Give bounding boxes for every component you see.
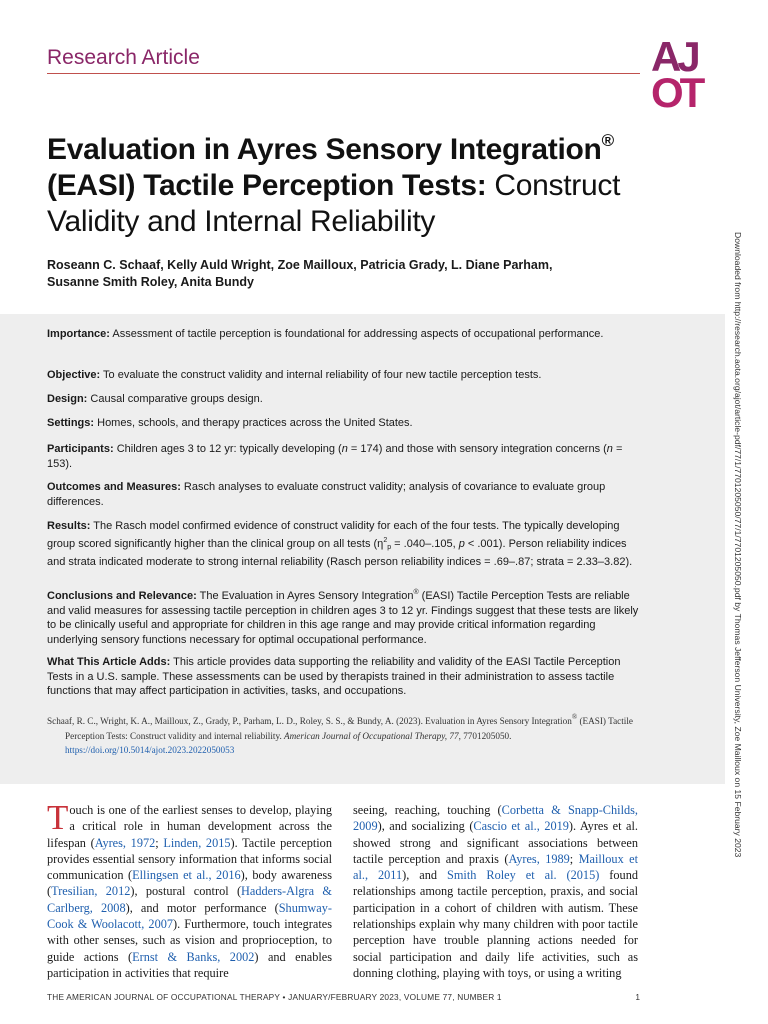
reference-link[interactable]: Ayres, 1972: [94, 835, 156, 850]
reference-link[interactable]: Hadders-Algra & Carlberg, 2008: [47, 884, 332, 915]
page-number: 1: [635, 992, 640, 1002]
reference-link[interactable]: Ellingsen et al., 2016: [132, 868, 241, 883]
abstract-importance: Importance: Assessment of tactile perception is foundational for addressing aspects of occupational performance.: [47, 328, 604, 340]
citation: Schaaf, R. C., Wright, K. A., Mailloux, Z., Grady, P., Parham, L. D., Roley, S. S., & Bundy, A. (2023). Evaluation in Ayres Sensory Integration® (EASI) Tactile Perception Tests: Construct validity and internal reliability. American Journal of Occupational Therapy, 77, 7701205050. https://doi.org/10.5014/ajot.2023.2022050053: [47, 713, 633, 755]
body-column-right: seeing, reaching, touching (Corbetta & Snapp-Childs, 2009), and socializing (Cascio et al., 2019). Ayres et al. showed strong and significant associations between tactile perception and praxis (Ayres, 1989; Mailloux et al., 2011), and Smith Roley et al. (2015) found relationships among tactile perception, praxis, and social participation in a cohort of children with autism. These relationships explain why many children with poor tactile perception have trouble planning actions needed for social participation and daily life activities, such as donning clothing, playing with toys, or using a writing: [353, 803, 639, 980]
abstract-design: Design: Causal comparative groups design.: [47, 393, 263, 405]
author-list: Roseann C. Schaaf, Kelly Auld Wright, Zoe Mailloux, Patricia Grady, L. Diane Parham, Susanne Smith Roley, Anita Bundy: [47, 258, 553, 289]
abstract-objective: Objective: To evaluate the construct validity and internal reliability of four new tactile perception tests.: [47, 369, 542, 381]
abstract-conclusions: Conclusions and Relevance: The Evaluation in Ayres Sensory Integration® (EASI) Tactile Perception Tests are reliable and valid measures for assessing tactile perception in children ages 3 to 12 yr. Findings suggest that these tests are likely to be clinically useful and appropriate for children in this age range and may provide critical information regarding underlying sensory functions necessary for optimal occupational performance.: [47, 589, 639, 646]
doi-link[interactable]: https://doi.org/10.5014/ajot.2023.2022050053: [65, 745, 235, 755]
abstract-participants: Participants: Children ages 3 to 12 yr: typically developing (n = 174) and those with sensory integration concerns (n = 153).: [47, 443, 623, 470]
download-note: Downloaded from http://research.aota.org/ajot/article-pdf/77/1/7701205050/77/1/7701205050.pdf by Thomas Jefferson University, Zoe Mailloux on 15 February 2023: [733, 232, 743, 858]
section-label: Research Article: [47, 46, 200, 69]
running-footer: THE AMERICAN JOURNAL OF OCCUPATIONAL THERAPY • JANUARY/FEBRUARY 2023, VOLUME 77, NUMBER 1: [47, 992, 502, 1002]
body-column-left: Touch is one of the earliest senses to develop, playing a critical role in human development across the lifespan (Ayres, 1972; Linden, 2015). Tactile perception provides essential sensory information that informs social communication (Ellingsen et al., 2016), body awareness (Tresilian, 2012), postural control (Hadders-Algra & Carlberg, 2008), and motor performance (Shumway-Cook & Woolacott, 2007). Furthermore, touch integrates with other senses, such as vision and proprioception, to guide actions (Ernst & Banks, 2002) and enables participation in activities that require: [47, 798, 333, 980]
reference-link[interactable]: Ernst & Banks, 2002: [132, 949, 255, 964]
abstract-what-this-adds: What This Article Adds: This article provides data supporting the reliability and validity of the EASI Tactile Perception Tests in a U.S. sample. These assessments can be used by therapists trained in their administration to assess tactile functions that may affect participation in activities, tasks, and occupations.: [47, 656, 621, 698]
reference-link[interactable]: Mailloux et al., 2011: [353, 851, 638, 883]
reference-link[interactable]: Smith Roley et al. (2015): [447, 868, 600, 883]
abstract-settings: Settings: Homes, schools, and therapy practices across the United States.: [47, 417, 413, 429]
reference-link[interactable]: Linden, 2015: [163, 835, 231, 850]
abstract-outcomes: Outcomes and Measures: Rasch analyses to evaluate construct validity; analysis of covariance to evaluate group differences.: [47, 481, 606, 508]
journal-logo: [651, 33, 713, 116]
drop-cap: T: [47, 798, 69, 837]
reference-link[interactable]: Tresilian, 2012: [51, 884, 131, 899]
reference-link[interactable]: Ayres, 1989: [508, 851, 570, 866]
reference-link[interactable]: Corbetta & Snapp-Childs, 2009: [353, 803, 638, 834]
article-title: Evaluation in Ayres Sensory Integration® (EASI) Tactile Perception Tests: Construct Validity and Internal Reliability: [47, 131, 621, 238]
reference-link[interactable]: Cascio et al., 2019: [473, 819, 569, 834]
logo-bottom-letters: OT: [651, 69, 702, 116]
abstract-results: Results: The Rasch model confirmed evidence of construct validity for each of the four tests. The typically developing group scored significantly higher than the clinical group on all tests ($\eta^2_p = .040-.105$, p < .001). Person reliability indices and strata indicated moderate to strong internal reliability (Rasch person reliability indices = .69–.87; strata = 2.33–3.82).: [47, 520, 633, 569]
logo-top-letters: AJ: [651, 33, 697, 80]
reference-link[interactable]: Shumway-Cook & Woolacott, 2007: [47, 900, 332, 932]
section-divider: [47, 73, 640, 74]
